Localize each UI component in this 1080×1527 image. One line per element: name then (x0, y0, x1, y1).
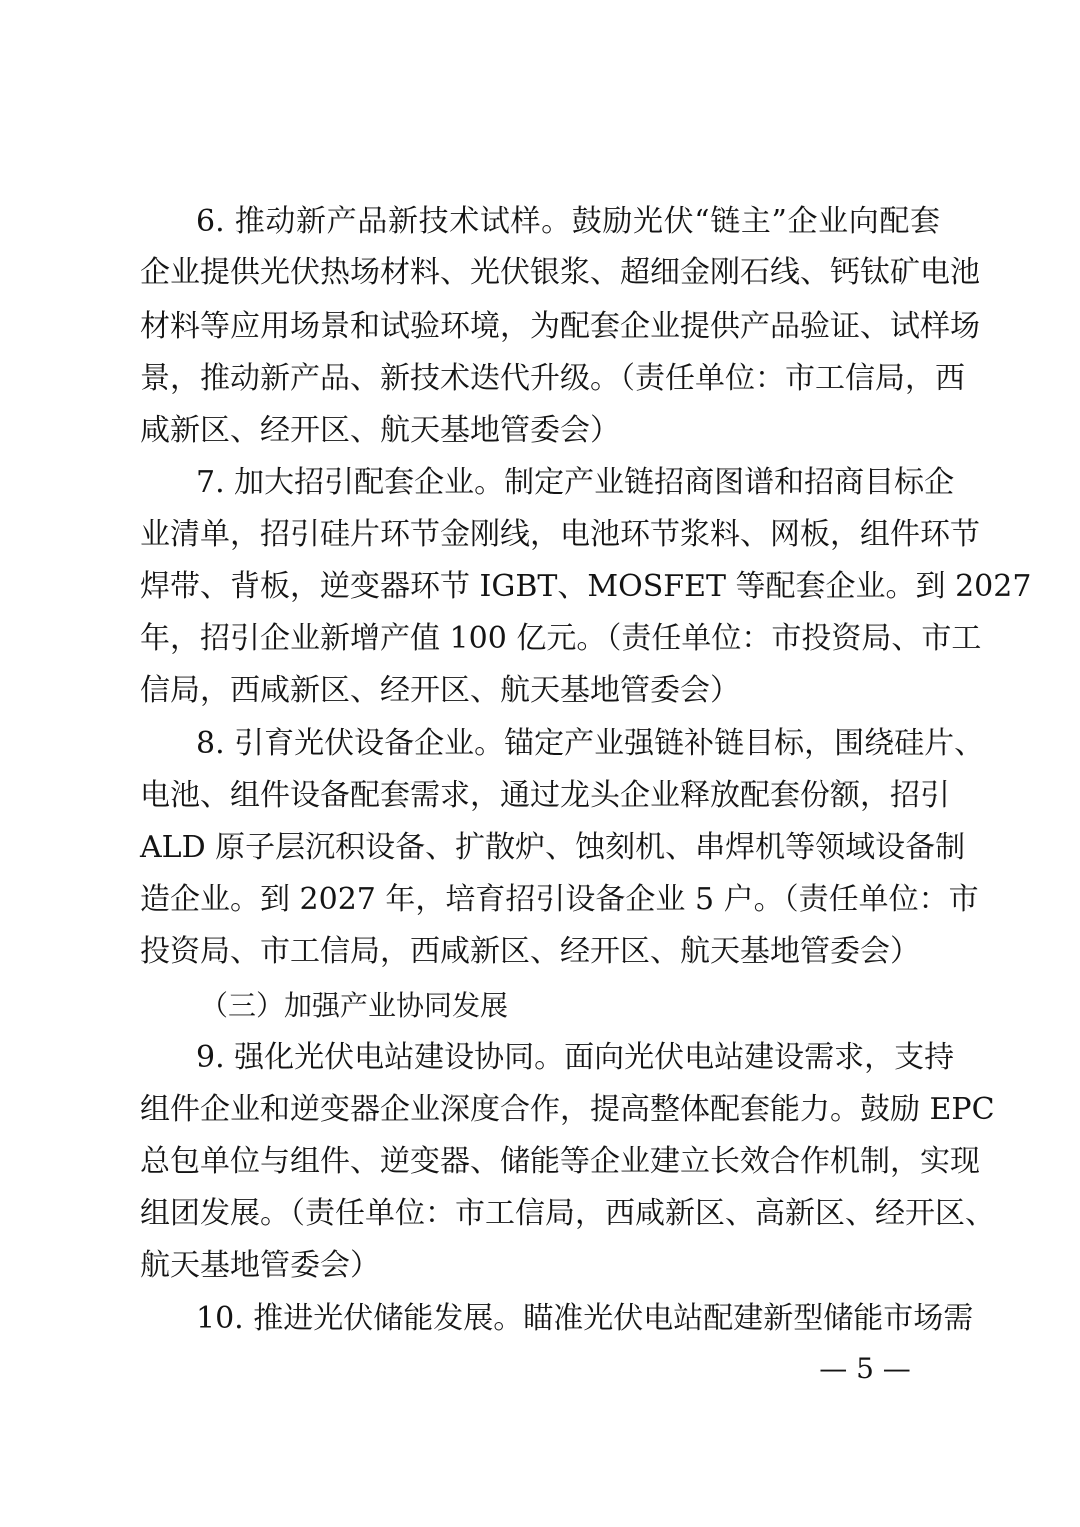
text-line: 投资局、市工信局，西咸新区、经开区、航天基地管委会） (140, 934, 920, 969)
text-line: 业清单，招引硅片环节金刚线，电池环节浆料、网板，组件环节 (140, 517, 980, 552)
text-line: 年，招引企业新增产值 100 亿元。（责任单位：市投资局、市工 (140, 621, 982, 656)
page-number: — 5 — (819, 1352, 911, 1385)
text-line: 信局，西咸新区、经开区、航天基地管委会） (140, 673, 740, 708)
text-line: 组件企业和逆变器企业深度合作，提高整体配套能力。鼓励 EPC (140, 1092, 995, 1127)
text-line: ALD 原子层沉积设备、扩散炉、蚀刻机、串焊机等领域设备制 (140, 830, 966, 865)
text-line: 10. 推进光伏储能发展。瞄准光伏电站配建新型储能市场需 (196, 1301, 974, 1336)
text-line: 总包单位与组件、逆变器、储能等企业建立长效合作机制，实现 (140, 1144, 980, 1179)
text-line: 咸新区、经开区、航天基地管委会） (140, 413, 620, 448)
text-line: 焊带、背板，逆变器环节 IGBT、MOSFET 等配套企业。到 2027 (140, 569, 1032, 604)
text-line: 电池、组件设备配套需求，通过龙头企业释放配套份额，招引 (140, 778, 950, 813)
text-line: 造企业。到 2027 年，培育招引设备企业 5 户。（责任单位：市 (140, 882, 979, 917)
section-heading: （三）加强产业协同发展 (200, 989, 509, 1022)
text-line: 9. 强化光伏电站建设协同。面向光伏电站建设需求，支持 (196, 1040, 955, 1075)
text-line: 景，推动新产品、新技术迭代升级。（责任单位：市工信局，西 (140, 361, 965, 396)
text-line: 组团发展。（责任单位：市工信局，西咸新区、高新区、经开区、 (140, 1196, 995, 1231)
text-line: 6. 推动新产品新技术试样。鼓励光伏“链主”企业向配套 (196, 204, 940, 239)
text-line: 企业提供光伏热场材料、光伏银浆、超细金刚石线、钙钛矿电池 (140, 255, 980, 290)
text-line: 航天基地管委会） (140, 1248, 380, 1283)
text-line: 材料等应用场景和试验环境，为配套企业提供产品验证、试样场 (140, 309, 980, 344)
text-line: 7. 加大招引配套企业。制定产业链招商图谱和招商目标企 (196, 465, 955, 500)
text-line: 8. 引育光伏设备企业。锚定产业强链补链目标，围绕硅片、 (196, 726, 985, 761)
